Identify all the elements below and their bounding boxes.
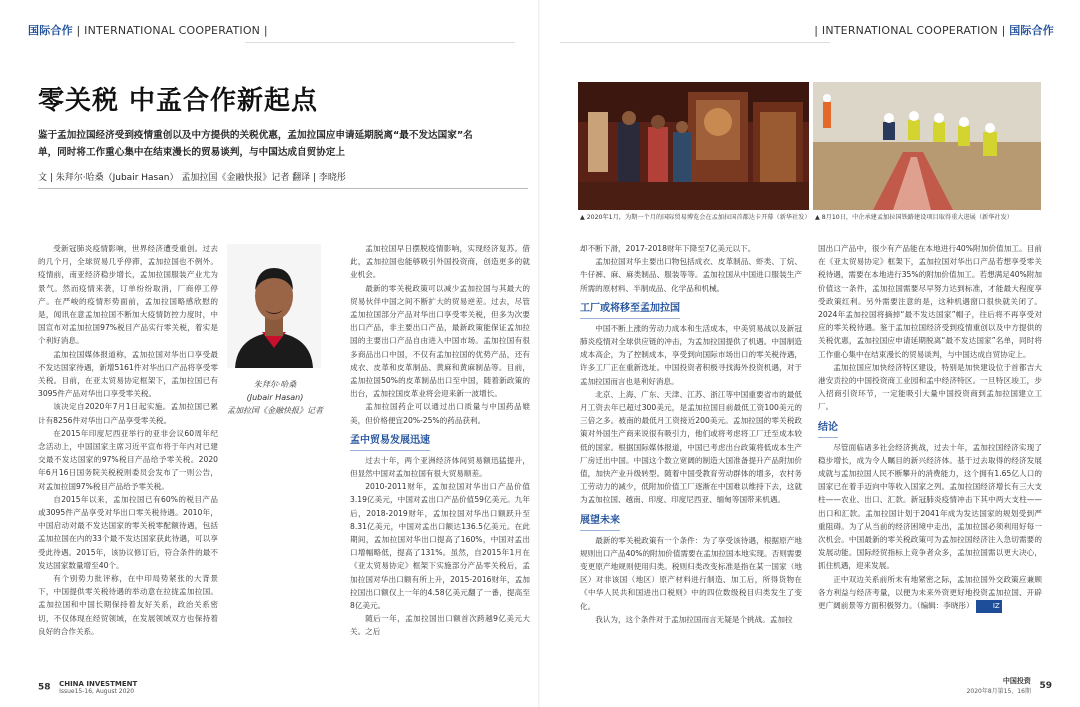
paragraph: 自2015年以来，孟加拉国已有60%的税目产品或3095件产品享受对华出口零关税待遇。2010年，中国启动对最不发达国家的零关税零配额待遇，包括孟加拉国在内的33个最不发达国家获此待遇，可以享受此待遇。2015年，该协议修订后，符合条件的最不发达国家数量增至40个。 — [38, 494, 218, 570]
section-heading: 结论 — [818, 420, 838, 438]
paragraph: 在2015年印度尼西亚举行的亚非会议60周年纪念活动上，中国国家主席习近平宣布将于年内对已建交最不发达国家的97%税目产品给予零关税。2020年6月16日国务院关税税则委员会发布了一则公告，对孟加拉国97%税目产品给予零关税。 — [38, 428, 218, 491]
section-heading: 展望未来 — [580, 513, 620, 531]
page-number: 59 — [1039, 681, 1052, 691]
paragraph: 孟加拉国应加快经济特区建设，特别是加快建设位于首都吉大港安贡拉的中国投资商工业园和孟中经济特区。一旦特区竣工，步入招商引资环节，一定能吸引大量中国投资商到孟加拉国建立工厂。 — [818, 362, 1042, 412]
paragraph: 过去十年，两个亚洲经济体间贸易额迅猛提升，但显然中国对孟加拉国有很大贸易顺差。 — [350, 455, 530, 479]
paragraph: 该决定自2020年7月1日起实施。孟加拉国已累计有8256件对华出口产品享受零关税。 — [38, 402, 218, 425]
paragraph: 尽管面临诸多社会经济挑战，过去十年，孟加拉国经济实现了稳步增长，成为令人瞩目的新兴经济体。基于过去取得的经济发展成就与孟加拉国人民不断攀升的消费能力，这个拥有1.65亿人口的国家已在着手迈向中等收入国家之列。孟加拉国经济增长有三大支柱——农业、出口、汇款。新冠肺炎疫情冲击下其中两大支柱——出口和汇款。孟加拉国计划于2041年成为发达国家的规划受到严重阻碍。为了从当前的经济困境中走出，孟加拉国必须利用好每一次机会。中国最新的零关税政策可为孟加拉国经济注入急切需要的发展动能。国际经贸指标上竞争者众多，孟加拉国需以更大决心，抓住机遇，迎来发展。 — [818, 442, 1042, 571]
section-label-en: INTERNATIONAL COOPERATION — [821, 24, 998, 37]
portrait-caption-title: 孟加拉国《金融快报》记者 — [227, 406, 323, 415]
paragraph: 孟加拉国药企可以通过出口质量与中国药品媲美，但价格便宜20%-25%的药品获利。 — [350, 402, 530, 425]
author-portrait — [227, 244, 321, 368]
page-number: 58 — [38, 682, 51, 693]
paragraph: 孟加拉国早日摆脱疫情影响，实现经济复苏。借此，孟加拉国也能够吸引外国投资商，创造更多的就业机会。 — [350, 244, 530, 280]
paragraph: 最新的零关税政策可以减少孟加拉国与其最大的贸易伙伴中国之间不断扩大的贸易逆差。过去，尽管孟加拉国部分产品对华出口享受零关税，但多为次要出口产品，非主要出口产品，最新政策能保证孟加拉国的主要出口产品自由进入中国市场。孟加拉国有很多商品出口中国，不仅有孟加拉国的优势产品，还有成衣、皮革和皮革制品、黄麻和黄麻制品等。目前，孟加拉国50%的皮革制品出口至中国，随着新政策的出台，孟加拉国皮革业将会迎来新一波增长。 — [350, 283, 530, 399]
footer-brand: CHINA INVESTMENT — [59, 680, 138, 688]
paragraph: 有个别势力批评称，在中印局势紧张的大背景下，中国提供零关税待遇的举动意在拉拢孟加拉国。孟加拉国和中国长期保持着友好关系，政治关系密切，不仅体现在经贸领域，在发展领域双方也保持着良好的合作关系。 — [38, 574, 218, 636]
body-column-2 — [350, 242, 530, 657]
paragraph: 我认为，这个条件对于孟加拉国而言无疑是个挑战。孟加拉 — [595, 614, 793, 624]
portrait-caption — [225, 378, 325, 417]
editor-badge: IZ — [976, 600, 1002, 613]
body-column-4 — [818, 242, 1042, 657]
body-column-1 — [38, 242, 218, 657]
article-title: 零关税 中孟合作新起点 — [38, 86, 319, 116]
railway-photo — [813, 82, 1041, 210]
photo2-caption: ▲ 8月10日，中企承建孟加拉国铁路建设项目取得重大进展（新华社发） — [815, 214, 1013, 221]
left-footer — [38, 679, 137, 695]
paragraph — [818, 573, 1042, 614]
portrait-caption-name: 朱拜尔·哈桑 — [253, 380, 297, 389]
footer-brand: 中国投资 — [1002, 677, 1031, 685]
paragraph: 北京、上海、广东、天津、江苏、浙江等中国重要省市的最低月工资去年已超过300美元，是孟加拉国目前最低工资100美元的三倍之多。被南的最低月工资接近200美元。孟加拉国的零关税政策对外国生产商来说很有吸引力，他们或将考虑将工厂迁至成本较低的国家。根据国际媒体报道，中国已考虑出台政策将低成本生产厂房迁出中国。中国这个数立宽阔的制造大国准备提升产品附加价值，加快产业升级转型。随着中国受教育劳动群体的增多，农村务工劳动力的减少，低附加价值工厂逐渐在中国难以维持下去，这就为孟加拉国、越南、印度、印度尼西亚、缅甸等国带来机遇。 — [580, 389, 802, 505]
paragraph: 中国不断上涨的劳动力成本和生活成本，中美贸易战以及新冠肺炎疫情对全球供应链的冲击，为孟加拉国提供了机遇。中国制造成本高企，为了控制成本，享受到向国际市场出口的零关税待遇，许多工厂正在重新选址。中国投资者积极寻找海外投资机遇，对于孟加拉国而言也是利好消息。 — [580, 323, 802, 386]
paragraph: 2010-2011财年，孟加拉国对华出口产品价值3.19亿美元，中国对孟出口产品价值59亿美元。九年后，2018-2019财年，孟加拉国对华出口额跃升至8.31亿美元，中国对孟出口额达136.5亿美元。在此期间，孟加拉国对华出口提高了160%，中国对孟出口增幅略低，提高了131%。虽然，自2015年1月在《亚太贸易协定》框架下实施部分产品零关税后，孟加拉国对华出口额有所上升，2015-2016财年，孟加拉国出口额仅上一年的4.58亿美元翻了一番，提高至8亿美元。 — [350, 482, 530, 611]
paragraph: 随后一年，孟加拉国出口额首次跨越9亿美元大关。之后 — [350, 614, 530, 637]
paragraph: 孟加拉国对华主要出口物包括成衣、皮革制品、虾类、丁烷、牛仔裤、麻、麻类制品、服装等等。孟加拉国从中国进口服装生产所需的原材料、半制成品、化学品和机械。 — [580, 257, 802, 293]
right-footer — [967, 676, 1052, 695]
portrait-caption-en: (Jubair Hasan) — [246, 393, 304, 402]
paragraph: 受新冠肺炎疫情影响，世界经济遭受重创。过去的几个月，全球贸易几乎停滞，孟加拉国也不例外。疫情前，南亚经济稳步增长，孟加拉国服装产业尤为景气。然而疫情来袭，订单纷纷取消，厂商停工停产。在严峻的疫情形势面前，孟加拉国略感欣慰的是，闻讯在意孟加拉国不断加大疫情防控力度时，中国宣布对孟加拉国97%税目产品实行零关税，着实是个利好消息。 — [38, 244, 218, 346]
paragraph: 却不断下滑，2017-2018财年下降至7亿美元以下。 — [580, 244, 756, 253]
photo1-caption: ▲ 2020年1月，为期一个月的国际贸易博览会在孟加拉国首都达卡开幕（新华社发） — [580, 214, 811, 221]
section-label-cn: 国际合作 — [1009, 24, 1054, 37]
section-label-cn: 国际合作 — [28, 24, 73, 37]
right-header: | INTERNATIONAL COOPERATION | 国际合作 — [814, 24, 1054, 37]
left-header: 国际合作 | INTERNATIONAL COOPERATION | — [28, 24, 268, 37]
section-heading: 工厂或将移至孟加拉国 — [580, 301, 680, 319]
header-divider — [560, 42, 830, 43]
paragraph: 孟加拉国媒体报道称，孟加拉国对华出口享受最不发达国家待遇，新增5161件对华出口产品将享受零关税。目前，在亚太贸易协定框架下，孟加拉国已有3095件产品对华出口享受零关税。 — [38, 349, 218, 399]
section-label-en: INTERNATIONAL COOPERATION — [84, 24, 261, 37]
footer-issue: Issue15-16, August 2020 — [59, 688, 135, 695]
article-lead: 鉴于孟加拉国经济受到疫情重创以及中方提供的关税优惠，孟加拉国应申请延期脱离“最不发达国家”名单，同时将工作重心集中在结束漫长的贸易谈判，与中国达成自贸协定上 — [38, 130, 473, 158]
header-divider — [245, 42, 515, 43]
footer-issue: 2020年8月第15、16期 — [966, 688, 1031, 695]
paragraph: 最新的零关税政策有一个条件：为了享受该待遇，根据原产地规则出口产品40%的附加价值需要在孟加拉国本地实现。否则需要变更原产地规则使用归类。税则归类改变标准是指在某一国家（地区）对非该国（地区）原产材料进行制造、加工后，所得货物在《中华人民共和国进出口税则》中的四位数级税目归类发生了变化。 — [580, 535, 802, 611]
byline-rule — [38, 188, 528, 189]
byline: 文 | 朱拜尔·哈桑（Jubair Hasan） 孟加拉国《金融快报》记者 翻译 | 李晓彤 — [38, 173, 346, 183]
paragraph-text: 正中双边关系前所未有地紧密之际，孟加拉国外交政策应兼顾各方利益与经济考量，以便为未来外资更好地投资孟加拉国、开辟更广阔前景等方面积极努力。（编辑：李晓彤） — [818, 574, 1042, 611]
section-heading: 孟中贸易发展迅速 — [350, 433, 430, 451]
paragraph: 国出口产品中，很少有产品能在本地进行40%附加价值加工。目前在《亚太贸易协定》框架下，孟加拉国对华出口产品若想享受零关税待遇，需要在本地进行35%的附加价值加工。若想满足40%附加价值这一条件，孟加拉国需要尽早努力达到标准，才能最大程度享受政策红利。另外需要注意的是，这种机遇窗口很快就关闭了。2024年孟加拉国将摘掉“最不发达国家”帽子，往后将不再享受对应的零关税待遇。鉴于孟加拉国经济受到疫情重创以及中方提供的关税优惠，孟加拉国应申请延期脱离“最不发达国家”名单，同时将工作重心集中在结束漫长的贸易谈判，与中国达成自贸协定上。 — [818, 244, 1042, 359]
expo-photo — [578, 82, 809, 210]
body-column-3 — [580, 242, 802, 657]
